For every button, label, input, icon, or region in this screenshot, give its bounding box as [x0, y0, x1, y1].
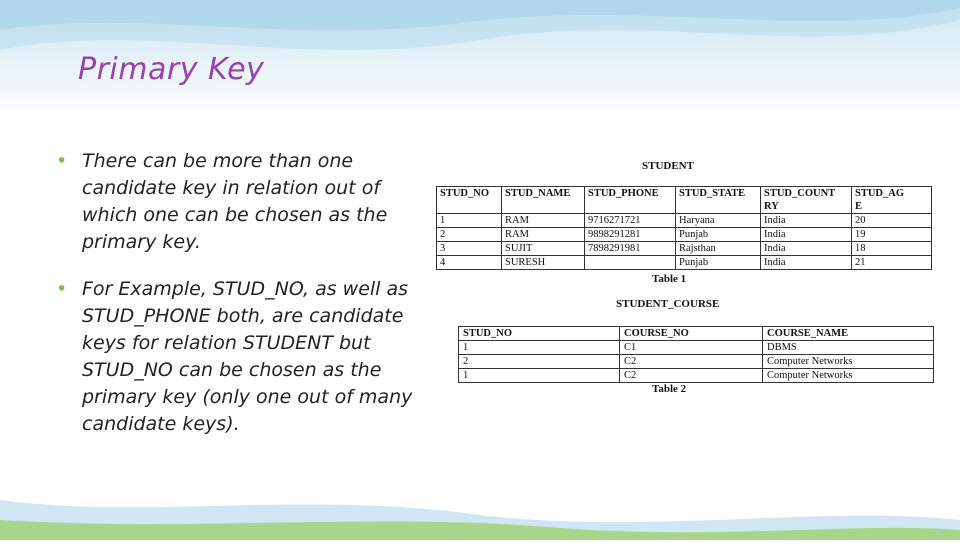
table-cell: 1: [459, 341, 620, 355]
table-cell: 4: [437, 256, 502, 270]
table-cell: India: [761, 242, 852, 256]
table-cell: SUJIT: [502, 242, 585, 256]
table-cell: 2: [459, 355, 620, 369]
bullet-icon: •: [56, 150, 68, 172]
column-header: COURSE_NO: [620, 327, 763, 341]
bullet-icon: •: [56, 278, 68, 300]
table2-name: STUDENT_COURSE: [616, 298, 720, 310]
table-cell: India: [761, 214, 852, 228]
slide-title: Primary Key: [78, 52, 265, 87]
column-header: E: [852, 200, 932, 214]
column-header: STUD_COUNT: [761, 187, 852, 201]
column-header: STUD_NO: [437, 187, 502, 201]
table-row: [437, 242, 932, 256]
table-row: [437, 228, 932, 242]
bottom-wave-graphic: [0, 470, 960, 540]
table-cell: India: [761, 256, 852, 270]
column-header: [676, 200, 761, 214]
table-cell: 19: [852, 228, 932, 242]
table-cell: RAM: [502, 228, 585, 242]
student-course-table: [458, 326, 934, 383]
table-cell: C2: [620, 355, 763, 369]
table-cell: India: [761, 228, 852, 242]
bullet-item: [50, 276, 420, 438]
table-cell: DBMS: [763, 341, 934, 355]
table-cell: 9898291281: [585, 228, 676, 242]
column-header: [437, 200, 502, 214]
bullet-list: [50, 148, 420, 458]
bullet-item: [50, 148, 420, 256]
table-cell: C1: [620, 341, 763, 355]
table-cell: Computer Networks: [763, 355, 934, 369]
column-header: STUD_STATE: [676, 187, 761, 201]
column-header: [585, 200, 676, 214]
table-cell: Haryana: [676, 214, 761, 228]
table-row: [437, 256, 932, 270]
column-header: STUD_NAME: [502, 187, 585, 201]
table-cell: SURESH: [502, 256, 585, 270]
table-cell: C2: [620, 369, 763, 383]
table-cell: Rajsthan: [676, 242, 761, 256]
table-cell: 18: [852, 242, 932, 256]
table-cell: 9716271721: [585, 214, 676, 228]
table-header-row: [437, 200, 932, 214]
table1-name: STUDENT: [642, 160, 694, 172]
table-row: [459, 369, 934, 383]
bullet-text: There can be more than one candidate key in relation out of which one can be chosen as the primary key.: [82, 150, 388, 253]
table1-caption: Table 1: [652, 273, 687, 285]
table-cell: Punjab: [676, 228, 761, 242]
background-bottom-wave: [0, 470, 960, 540]
column-header: STUD_AG: [852, 187, 932, 201]
tables-image: [432, 150, 938, 398]
table2-caption: Table 2: [652, 383, 687, 395]
table-cell: 21: [852, 256, 932, 270]
table-cell: 3: [437, 242, 502, 256]
table-cell: RAM: [502, 214, 585, 228]
table-cell: Computer Networks: [763, 369, 934, 383]
table-row: [459, 355, 934, 369]
table-cell: Punjab: [676, 256, 761, 270]
column-header: [502, 200, 585, 214]
table-cell: 7898291981: [585, 242, 676, 256]
table-cell: [585, 256, 676, 270]
table-cell: 20: [852, 214, 932, 228]
student-table: [436, 186, 932, 270]
table-row: [459, 341, 934, 355]
table-cell: 2: [437, 228, 502, 242]
column-header: RY: [761, 200, 852, 214]
bullet-text: For Example, STUD_NO, as well as STUD_PHONE both, are candidate keys for relation STUDENT but STUD_NO can be chosen as the primary key (only one out of many candidate keys).: [82, 278, 413, 435]
table-cell: 1: [437, 214, 502, 228]
table-header-row: [459, 327, 934, 341]
table-header-row: [437, 187, 932, 201]
column-header: COURSE_NAME: [763, 327, 934, 341]
column-header: STUD_PHONE: [585, 187, 676, 201]
table-cell: 1: [459, 369, 620, 383]
column-header: STUD_NO: [459, 327, 620, 341]
table-row: [437, 214, 932, 228]
